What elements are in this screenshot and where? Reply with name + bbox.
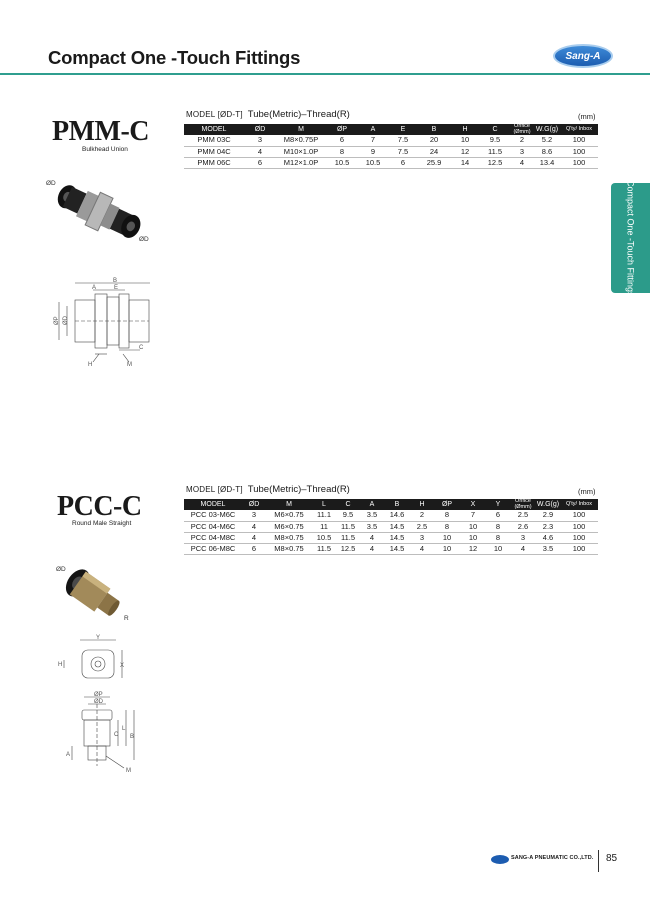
col-header: M xyxy=(266,499,312,510)
svg-text:Y: Y xyxy=(96,635,101,641)
table-cell: 4 xyxy=(244,146,276,157)
table-cell: 14.5 xyxy=(384,521,410,532)
table-cell: 8 xyxy=(326,146,358,157)
col-header: Orifice (Ømm) xyxy=(510,499,536,510)
model-prefix: MODEL [ØD-T] xyxy=(186,110,243,119)
table-cell: 14.5 xyxy=(384,543,410,554)
col-header: B xyxy=(384,499,410,510)
table-cell: 4 xyxy=(360,543,384,554)
table-row xyxy=(184,146,598,157)
col-header: ØD xyxy=(244,124,276,135)
spec-table-pcc-c xyxy=(184,499,598,555)
table-cell: 6 xyxy=(388,157,418,168)
table-cell: 12 xyxy=(460,543,486,554)
table-cell: 24 xyxy=(418,146,450,157)
photo-label-od: ØD xyxy=(56,566,66,573)
side-section-tab[interactable] xyxy=(611,179,650,297)
table-cell: 10 xyxy=(486,543,510,554)
table-cell: 100 xyxy=(560,157,598,168)
col-header: E xyxy=(388,124,418,135)
col-header: C xyxy=(336,499,360,510)
table-cell: 11.5 xyxy=(480,146,510,157)
table-cell: 13.4 xyxy=(534,157,560,168)
col-header: ØP xyxy=(434,499,460,510)
table-cell: 6 xyxy=(486,510,510,521)
table-cell: 10.5 xyxy=(358,157,388,168)
table-cell: PCC 03-M6C xyxy=(184,510,242,521)
svg-text:ØD: ØD xyxy=(63,316,69,325)
top-view-pcc-c xyxy=(58,636,128,686)
unit-label-pcc-c: (mm) xyxy=(578,487,596,496)
table-cell: 11.5 xyxy=(336,521,360,532)
table-row xyxy=(184,532,598,543)
product-subtitle-pmm-c: Bulkhead Union xyxy=(82,146,128,153)
col-header: L xyxy=(312,499,336,510)
table-cell: 14 xyxy=(450,157,480,168)
table-cell: 8 xyxy=(486,521,510,532)
table-cell: 3 xyxy=(410,532,434,543)
table-cell: 14.5 xyxy=(384,532,410,543)
table-header-row xyxy=(184,124,598,135)
table-cell: 10 xyxy=(460,532,486,543)
table-cell: PMM 06C xyxy=(184,157,244,168)
col-header: W.G(g) xyxy=(536,501,560,508)
col-header: MODEL xyxy=(184,124,244,135)
side-view-pcc-c xyxy=(62,692,142,774)
product-name-pcc-c: PCC-C xyxy=(57,491,142,522)
svg-text:C: C xyxy=(114,732,119,738)
table-cell: 2.3 xyxy=(536,521,560,532)
table-cell: 8 xyxy=(486,532,510,543)
brand-logo: Sang-A xyxy=(553,44,613,68)
model-label-pmm-c xyxy=(186,109,350,120)
table-cell: 100 xyxy=(560,521,598,532)
table-cell: 100 xyxy=(560,146,598,157)
table-cell: 8.6 xyxy=(534,146,560,157)
table-cell: PCC 04-M6C xyxy=(184,521,242,532)
table-cell: 4.6 xyxy=(536,532,560,543)
table-row xyxy=(184,543,598,554)
table-cell: 11.5 xyxy=(312,543,336,554)
col-header: Y xyxy=(486,499,510,510)
dimension-drawing-pmm-c xyxy=(55,278,165,368)
table-cell: M6×0.75 xyxy=(266,510,312,521)
table-cell: 10.5 xyxy=(312,532,336,543)
col-header: Orifice (Ømm) xyxy=(510,124,534,135)
svg-text:X: X xyxy=(120,663,125,669)
table-cell: 4 xyxy=(242,532,266,543)
table-cell: 4 xyxy=(410,543,434,554)
footer-divider xyxy=(598,850,599,872)
table-body-pcc-c xyxy=(184,510,598,554)
table-body-pmm-c xyxy=(184,135,598,168)
title-divider xyxy=(0,73,650,75)
col-header: ØD xyxy=(242,499,266,510)
table-cell: 11 xyxy=(312,521,336,532)
model-desc: Tube(Metric)–Thread(R) xyxy=(247,109,350,120)
col-header: H xyxy=(410,499,434,510)
table-cell: M12×1.0P xyxy=(276,157,326,168)
table-cell: 7 xyxy=(358,135,388,146)
svg-text:L: L xyxy=(122,726,126,732)
table-cell: PMM 04C xyxy=(184,146,244,157)
table-cell: 2.5 xyxy=(510,510,536,521)
table-cell: 8 xyxy=(434,521,460,532)
svg-text:A: A xyxy=(66,752,71,758)
table-cell: 3.5 xyxy=(536,543,560,554)
table-cell: M8×0.75 xyxy=(266,543,312,554)
table-cell: 100 xyxy=(560,532,598,543)
table-cell: 14.6 xyxy=(384,510,410,521)
table-cell: M8×0.75 xyxy=(266,532,312,543)
table-cell: 4 xyxy=(510,543,536,554)
table-cell: M10×1.0P xyxy=(276,146,326,157)
table-cell: 3 xyxy=(510,532,536,543)
table-cell: 100 xyxy=(560,510,598,521)
table-cell: 100 xyxy=(560,543,598,554)
table-cell: 7 xyxy=(460,510,486,521)
svg-text:H: H xyxy=(88,362,93,368)
svg-text:B: B xyxy=(130,734,135,740)
table-cell: 25.9 xyxy=(418,157,450,168)
col-header: A xyxy=(360,499,384,510)
table-cell: 3 xyxy=(244,135,276,146)
page-title: Compact One -Touch Fittings xyxy=(48,47,301,68)
photo-label-od: ØD xyxy=(46,180,56,187)
table-cell: M8×0.75P xyxy=(276,135,326,146)
col-header: Q'ty/ Inbox xyxy=(560,499,598,510)
table-cell: 6 xyxy=(242,543,266,554)
table-cell: 100 xyxy=(560,135,598,146)
side-tab-label: Compact One -Touch Fittings xyxy=(625,179,636,297)
svg-text:ØD: ØD xyxy=(94,699,103,705)
table-cell: PCC 06-M8C xyxy=(184,543,242,554)
col-header: X xyxy=(460,499,486,510)
table-cell: 10 xyxy=(434,532,460,543)
table-cell: 10 xyxy=(434,543,460,554)
col-header: H xyxy=(450,124,480,135)
table-cell: 3 xyxy=(242,510,266,521)
table-cell: 2.9 xyxy=(536,510,560,521)
table-cell: 7.5 xyxy=(388,135,418,146)
col-header: M xyxy=(276,124,326,135)
table-cell: 4 xyxy=(242,521,266,532)
product-photo-pcc-c xyxy=(60,568,130,623)
table-cell: 9 xyxy=(358,146,388,157)
table-cell: 10 xyxy=(450,135,480,146)
model-desc: Tube(Metric)–Thread(R) xyxy=(247,484,350,495)
table-row xyxy=(184,135,598,146)
table-cell: 12 xyxy=(450,146,480,157)
table-cell: 3.5 xyxy=(360,521,384,532)
product-name-pmm-c: PMM-C xyxy=(52,116,150,147)
spec-table-pmm-c xyxy=(184,124,598,169)
svg-text:ØP: ØP xyxy=(94,692,103,698)
table-cell: 10 xyxy=(460,521,486,532)
col-header: B xyxy=(418,124,450,135)
table-cell: 2.6 xyxy=(510,521,536,532)
photo-label-r: R xyxy=(124,615,129,622)
svg-text:M: M xyxy=(126,768,131,774)
table-cell: PCC 04-M8C xyxy=(184,532,242,543)
svg-text:C: C xyxy=(139,345,144,351)
table-cell: 6 xyxy=(326,135,358,146)
product-photo-pmm-c xyxy=(50,180,150,245)
table-cell: 20 xyxy=(418,135,450,146)
table-cell: 2 xyxy=(510,135,534,146)
col-header: ØP xyxy=(326,124,358,135)
col-header: Q'ty/ Inbox xyxy=(560,124,598,135)
col-header: A xyxy=(358,124,388,135)
table-cell: 8 xyxy=(434,510,460,521)
table-cell: 7.5 xyxy=(388,146,418,157)
svg-text:B: B xyxy=(113,278,118,284)
col-header: C xyxy=(480,124,510,135)
table-cell: 4 xyxy=(510,157,534,168)
footer-company: SANG-A PNEUMATIC CO.,LTD. xyxy=(511,855,594,861)
table-cell: 12.5 xyxy=(336,543,360,554)
svg-text:H: H xyxy=(58,662,63,668)
company-logo-icon xyxy=(491,855,509,864)
svg-text:M: M xyxy=(127,362,132,368)
table-cell: 2.5 xyxy=(410,521,434,532)
product-subtitle-pcc-c: Round Male Straight xyxy=(72,520,132,527)
svg-text:E: E xyxy=(114,285,119,291)
unit-label-pmm-c: (mm) xyxy=(578,112,596,121)
table-row xyxy=(184,510,598,521)
table-row xyxy=(184,157,598,168)
table-cell: PMM 03C xyxy=(184,135,244,146)
table-cell: 11.1 xyxy=(312,510,336,521)
svg-text:ØP: ØP xyxy=(54,316,60,325)
table-cell: 6 xyxy=(244,157,276,168)
table-cell: 5.2 xyxy=(534,135,560,146)
table-cell: 9.5 xyxy=(480,135,510,146)
table-cell: 3 xyxy=(510,146,534,157)
page-number: 85 xyxy=(606,853,618,864)
svg-text:A: A xyxy=(92,285,97,291)
table-cell: 11.5 xyxy=(336,532,360,543)
table-header-row xyxy=(184,499,598,510)
table-cell: 2 xyxy=(410,510,434,521)
table-cell: M6×0.75 xyxy=(266,521,312,532)
table-cell: 12.5 xyxy=(480,157,510,168)
table-cell: 10.5 xyxy=(326,157,358,168)
table-cell: 9.5 xyxy=(336,510,360,521)
photo-label-od: ØD xyxy=(139,236,149,243)
table-row xyxy=(184,521,598,532)
model-label-pcc-c xyxy=(186,484,350,495)
table-cell: 3.5 xyxy=(360,510,384,521)
col-header: MODEL xyxy=(184,499,242,510)
col-header: W.G(g) xyxy=(535,126,559,133)
table-cell: 4 xyxy=(360,532,384,543)
model-prefix: MODEL [ØD-T] xyxy=(186,485,243,494)
